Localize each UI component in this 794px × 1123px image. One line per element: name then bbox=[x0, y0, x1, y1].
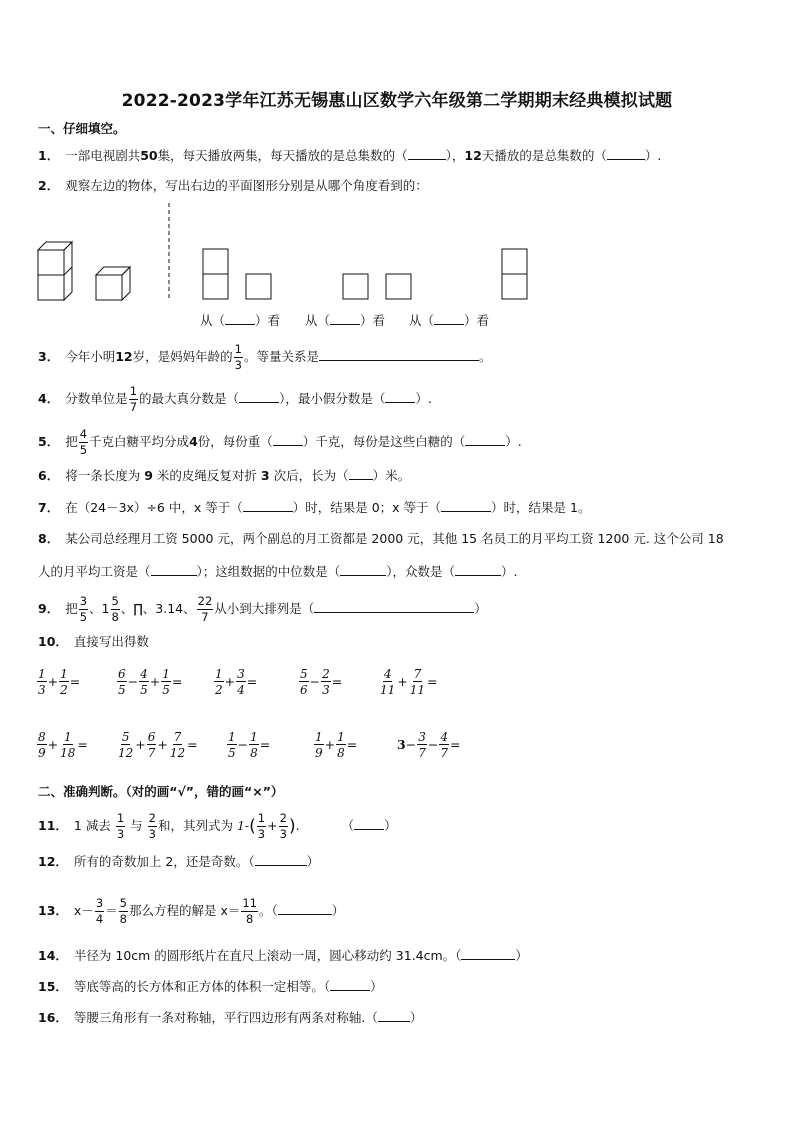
operator: = bbox=[77, 736, 88, 752]
operator: + bbox=[224, 673, 236, 689]
question-14: 14． 半径为 10cm 的圆形纸片在直尺上滚动一周，圆心移动约 31.4cm。（ ） bbox=[38, 948, 528, 963]
operator: = bbox=[246, 673, 258, 689]
calc-expression bbox=[116, 731, 198, 759]
calc-expression bbox=[116, 668, 182, 696]
fraction: $\frac{5}{12}$ bbox=[118, 730, 134, 760]
question-10: 10． 直接写出得数 bbox=[38, 634, 149, 649]
answer-blank[interactable] bbox=[273, 432, 303, 446]
operator: = bbox=[69, 673, 81, 689]
answer-blank[interactable] bbox=[314, 599, 474, 613]
answer-blank[interactable] bbox=[385, 389, 415, 403]
fraction: $\frac{2}{3}$ bbox=[322, 667, 330, 697]
stacked-cubes-figure bbox=[38, 242, 72, 300]
fraction: $\frac{4}{11}$ bbox=[380, 667, 396, 697]
page-title: 2022-2023学年江苏无锡惠山区数学六年级第二学期期末经典模拟试题 bbox=[121, 91, 673, 111]
section-1-heading: 一、仔细填空。 bbox=[38, 121, 126, 136]
operator: = bbox=[259, 736, 271, 752]
answer-blank[interactable] bbox=[378, 1008, 410, 1022]
fraction: $\frac{1}{3}$ bbox=[234, 342, 242, 372]
operator: = bbox=[346, 736, 358, 752]
question-16: 16． 等腰三角形有一条对称轴，平行四边形有两条对称轴.（ ） bbox=[38, 1010, 423, 1025]
answer-blank[interactable] bbox=[243, 498, 293, 512]
answer-blank[interactable] bbox=[151, 562, 197, 576]
question-7: 7． 在（24－3x）÷6 中，x 等于（ ）时，结果是 0；x 等于（ ）时，结果是 1。 bbox=[38, 500, 591, 515]
fraction: $\frac{3}{7}$ bbox=[418, 730, 426, 760]
answer-blank[interactable] bbox=[349, 466, 373, 480]
fraction: $\frac{1}{3}$ bbox=[38, 667, 46, 697]
question-4: 4． 分数单位是 $\frac{1}{7}$ 的最大真分数是（ ），最小假分数是（ ）. bbox=[38, 384, 432, 414]
answer-blank[interactable] bbox=[461, 946, 515, 960]
operator: = bbox=[331, 673, 343, 689]
calc-expression bbox=[397, 731, 460, 759]
answer-blank[interactable] bbox=[330, 311, 360, 325]
question-5: 5． 把 $\frac{4}{5}$ 千克白糖平均分成4份，每份重（ ）千克，每份是这些白糖的（ ）. bbox=[38, 427, 522, 457]
question-2: 2． 观察左边的物体，写出右边的平面图形分别是从哪个角度看到的： bbox=[38, 178, 428, 193]
calc-expression bbox=[226, 731, 270, 759]
operator: − bbox=[237, 736, 249, 752]
answer-blank[interactable] bbox=[278, 901, 332, 915]
operator: + bbox=[397, 673, 408, 689]
fraction: $\frac{22}{7}$ bbox=[197, 594, 213, 624]
operator: + bbox=[47, 673, 59, 689]
view-label-2: 从（ ）看 bbox=[305, 313, 386, 328]
question-6: 6． 将一条长度为 9 米的皮绳反复对折 3 次后，长为（ ）米。 bbox=[38, 468, 411, 483]
fraction: $\frac{7}{12}$ bbox=[169, 730, 186, 760]
answer-blank[interactable] bbox=[330, 977, 370, 991]
question-8-line2: 人的月平均工资是（ ）；这组数据的中位数是（ ），众数是（ ）. bbox=[38, 564, 518, 579]
view-a-shape bbox=[203, 249, 271, 299]
question-8-line1: 8． 某公司总经理月工资 5000 元，两个副总的月工资都是 2000 元，其他 15 名员工的月平均工资 1200 元. 这个公司 18 bbox=[38, 531, 724, 546]
operator: − bbox=[309, 673, 321, 689]
fraction: $\frac{1}{2}$ bbox=[60, 667, 68, 697]
fraction: $\frac{1}{3}$ bbox=[257, 811, 266, 841]
answer-blank[interactable] bbox=[255, 852, 307, 866]
calc-expression bbox=[213, 668, 257, 696]
fraction: $\frac{2}{3}$ bbox=[279, 811, 287, 841]
calc-expression bbox=[378, 668, 438, 696]
fraction: $\frac{5}{8}$ bbox=[119, 896, 127, 926]
operator: − bbox=[127, 673, 139, 689]
question-9: 9． 把 $\frac{3}{5}$ 、1 $\frac{5}{8}$ 、∏、3.14、 $\frac{22}{7}$ 从小到大排列是（ ） bbox=[38, 594, 487, 624]
view-figures bbox=[0, 0, 794, 340]
fraction: $\frac{1}{8}$ bbox=[337, 730, 345, 760]
fraction: $\frac{1}{5}$ bbox=[228, 730, 236, 760]
question-12: 12． 所有的奇数加上 2，还是奇数。（ ） bbox=[38, 854, 320, 869]
answer-blank[interactable] bbox=[441, 498, 491, 512]
operator: = bbox=[187, 736, 198, 752]
fraction: $\frac{5}{6}$ bbox=[300, 667, 308, 697]
fraction: $\frac{1}{7}$ bbox=[129, 384, 138, 414]
fraction: $\frac{1}{3}$ bbox=[116, 811, 125, 841]
operator: + bbox=[149, 673, 161, 689]
question-3: 3． 今年小明12岁，是妈妈年龄的 $\frac{1}{3}$ 。等量关系是 。 bbox=[38, 342, 492, 372]
view-label-3: 从（ ）看 bbox=[409, 313, 490, 328]
single-cube-figure bbox=[96, 267, 130, 300]
view-c-shape bbox=[502, 249, 527, 299]
fraction: $\frac{6}{5}$ bbox=[118, 667, 126, 697]
answer-blank[interactable] bbox=[465, 432, 505, 446]
operator: = bbox=[171, 673, 183, 689]
fraction: $\frac{7}{11}$ bbox=[409, 667, 426, 697]
answer-blank[interactable] bbox=[354, 816, 384, 830]
calc-expression bbox=[36, 731, 88, 759]
operator: = bbox=[449, 736, 461, 752]
fraction: $\frac{4}{5}$ bbox=[79, 427, 88, 457]
operator: − bbox=[405, 736, 417, 752]
fraction: $\frac{1}{2}$ bbox=[215, 667, 223, 697]
operator: + bbox=[157, 736, 168, 752]
fraction: $\frac{2}{3}$ bbox=[148, 811, 156, 841]
operator: + bbox=[135, 736, 146, 752]
calc-expression bbox=[298, 668, 342, 696]
operator: − bbox=[427, 736, 439, 752]
fraction: $\frac{3}{4}$ bbox=[237, 667, 245, 697]
answer-blank[interactable] bbox=[319, 347, 479, 361]
fraction: $\frac{11}{8}$ bbox=[242, 896, 257, 926]
fraction: $\frac{1}{5}$ bbox=[162, 667, 170, 697]
fraction: $\frac{4}{5}$ bbox=[140, 667, 148, 697]
operator: + bbox=[324, 736, 336, 752]
operator: = bbox=[427, 673, 438, 689]
answer-blank[interactable] bbox=[434, 311, 464, 325]
fraction: $\frac{3}{5}$ bbox=[79, 594, 88, 624]
answer-blank[interactable] bbox=[455, 562, 501, 576]
question-15: 15． 等底等高的长方体和正方体的体积一定相等。（ ） bbox=[38, 979, 383, 994]
question-13: 13． x－ $\frac{3}{4}$ ＝ $\frac{5}{8}$ 那么方程的解是 x＝ $\frac{11}{8}$ 。（ ） bbox=[38, 896, 345, 926]
answer-blank[interactable] bbox=[239, 389, 279, 403]
view-label-1: 从（ ）看 bbox=[200, 313, 281, 328]
fraction: $\frac{8}{9}$ bbox=[38, 730, 46, 760]
fraction: $\frac{1}{18}$ bbox=[60, 730, 76, 760]
calc-expression bbox=[313, 731, 357, 759]
fraction: $\frac{1}{9}$ bbox=[315, 730, 323, 760]
calc-expression bbox=[36, 668, 80, 696]
operator: 3 bbox=[397, 736, 406, 752]
fraction: $\frac{6}{7}$ bbox=[147, 730, 156, 760]
question-11: 11． 1 减去 $\frac{1}{3}$ 与 $\frac{2}{3}$ 和，其列式为 1-( $\frac{1}{3}$ + $\frac{2}{3}$ ). （ ） bbox=[38, 811, 397, 841]
view-b-shape bbox=[343, 274, 411, 299]
fraction: $\frac{1}{8}$ bbox=[250, 730, 258, 760]
fraction: $\frac{4}{7}$ bbox=[440, 730, 448, 760]
section-2-heading: 二、准确判断。（对的画“√”，错的画“×”） bbox=[38, 784, 284, 799]
fraction: $\frac{5}{8}$ bbox=[111, 594, 119, 624]
answer-blank[interactable] bbox=[225, 311, 255, 325]
question-1: 1． 一部电视剧共50集，每天播放两集，每天播放的是总集数的（ ），12天播放的是总集数的（ ）. bbox=[38, 148, 662, 163]
fraction: $\frac{3}{4}$ bbox=[95, 896, 104, 926]
operator: + bbox=[47, 736, 59, 752]
answer-blank[interactable] bbox=[340, 562, 386, 576]
